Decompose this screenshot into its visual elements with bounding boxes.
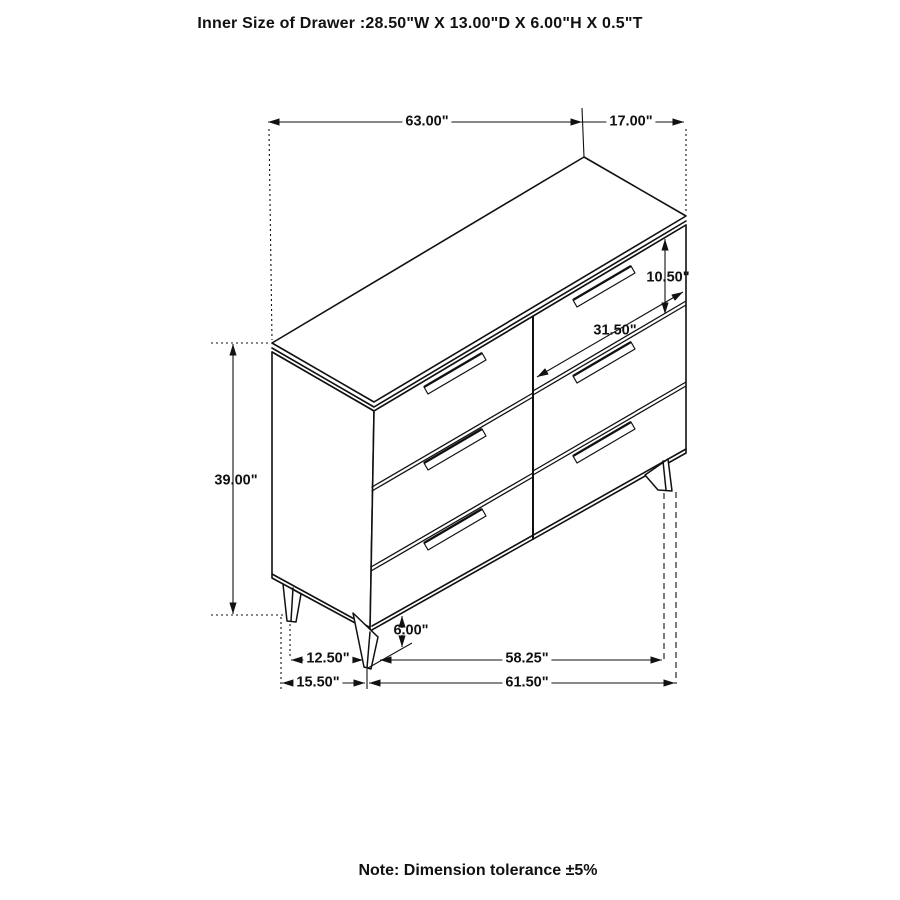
dim-label-drawer-width: 31.50" xyxy=(593,322,637,339)
diagram-title: Inner Size of Drawer :28.50"W X 13.00"D X 6.00"H X 0.5"T xyxy=(197,15,643,32)
dim-label-front-overall: 61.50" xyxy=(502,675,551,690)
dashed-extension-lines xyxy=(664,492,676,684)
dim-label-top-depth: 17.00" xyxy=(606,114,655,129)
dim-label-front-leg-inner-span: 58.25" xyxy=(502,651,551,666)
dim-label-top-drawer-height: 10.50" xyxy=(646,269,690,286)
dresser-body xyxy=(272,157,686,631)
dim-label-overall-height: 39.00" xyxy=(214,472,258,489)
dim-label-leg-height: 6.00" xyxy=(393,622,429,639)
tolerance-note: Note: Dimension tolerance ±5% xyxy=(358,862,598,879)
dim-label-top-length: 63.00" xyxy=(402,114,451,129)
dim-label-side-leg-span: 12.50" xyxy=(303,651,352,666)
dim-label-side-overall: 15.50" xyxy=(293,675,342,690)
